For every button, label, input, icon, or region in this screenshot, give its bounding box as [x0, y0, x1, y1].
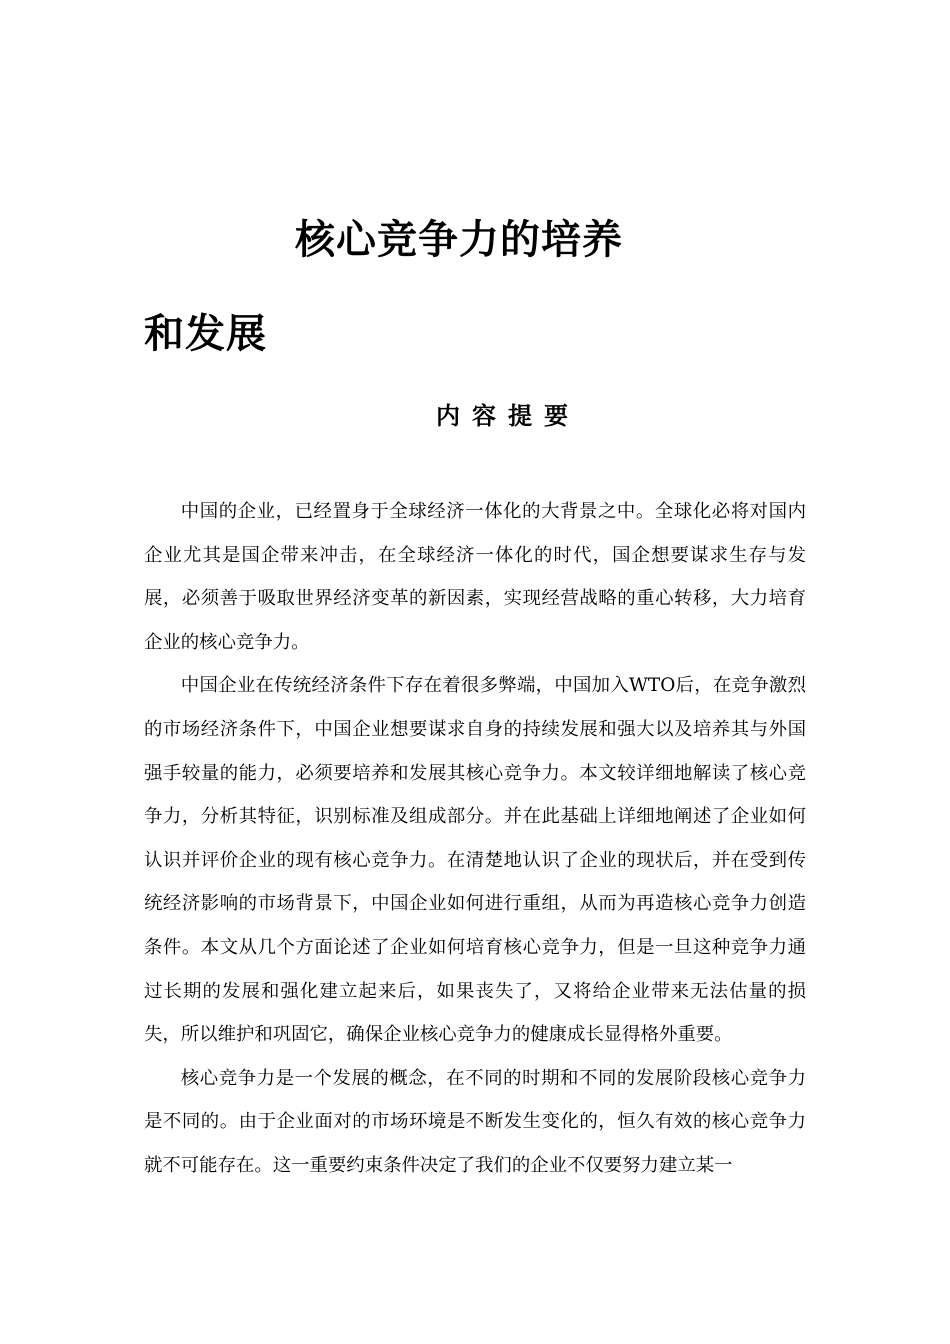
document-title-line-1: 核心竞争力的培养: [295, 217, 623, 263]
paragraph-1: 中国的企业，已经置身于全球经济一体化的大背景之中。全球化必将对国内企业尤其是国企带来冲击，在全球经济一体化的时代，国企想要谋求生存与发展，必须善于吸取世界经济变革的新因素，实现经营战略的重心转移，大力培育企业的核心竞争力。: [144, 501, 806, 653]
document-title-line-2: 和发展: [144, 311, 267, 357]
paragraph-3: 核心竞争力是一个发展的概念，在不同的时期和不同的发展阶段核心竞争力是不同的。由于企业面对的市场环境是不断发生变化的，恒久有效的核心竞争力就不可能存在。这一重要约束条件决定了我们的企业不仅要努力建立某一: [144, 1067, 806, 1176]
paragraph-2: 中国企业在传统经济条件下存在着很多弊端，中国加入WTO后，在竞争激烈的市场经济条件下，中国企业想要谋求自身的持续发展和强大以及培养其与外国强手较量的能力，必须要培养和发展其核心竞争力。本文较详细地解读了核心竞争力，分析其特征，识别标准及组成部分。并在此基础上详细地阐述了企业如何认识并评价企业的现有核心竞争力。在清楚地认识了企业的现状后，并在受到传统经济影响的市场背景下，中国企业如何进行重组，从而为再造核心竞争力创造条件。本文从几个方面论述了企业如何培育核心竞争力，但是一旦这种竞争力通过长期的发展和强化建立起来后，如果丧失了，又将给企业带来无法估量的损失，所以维护和巩固它，确保企业核心竞争力的健康成长显得格外重要。: [144, 675, 806, 1046]
abstract-body: [144, 490, 806, 1188]
abstract-heading: 内容提要: [436, 402, 580, 430]
